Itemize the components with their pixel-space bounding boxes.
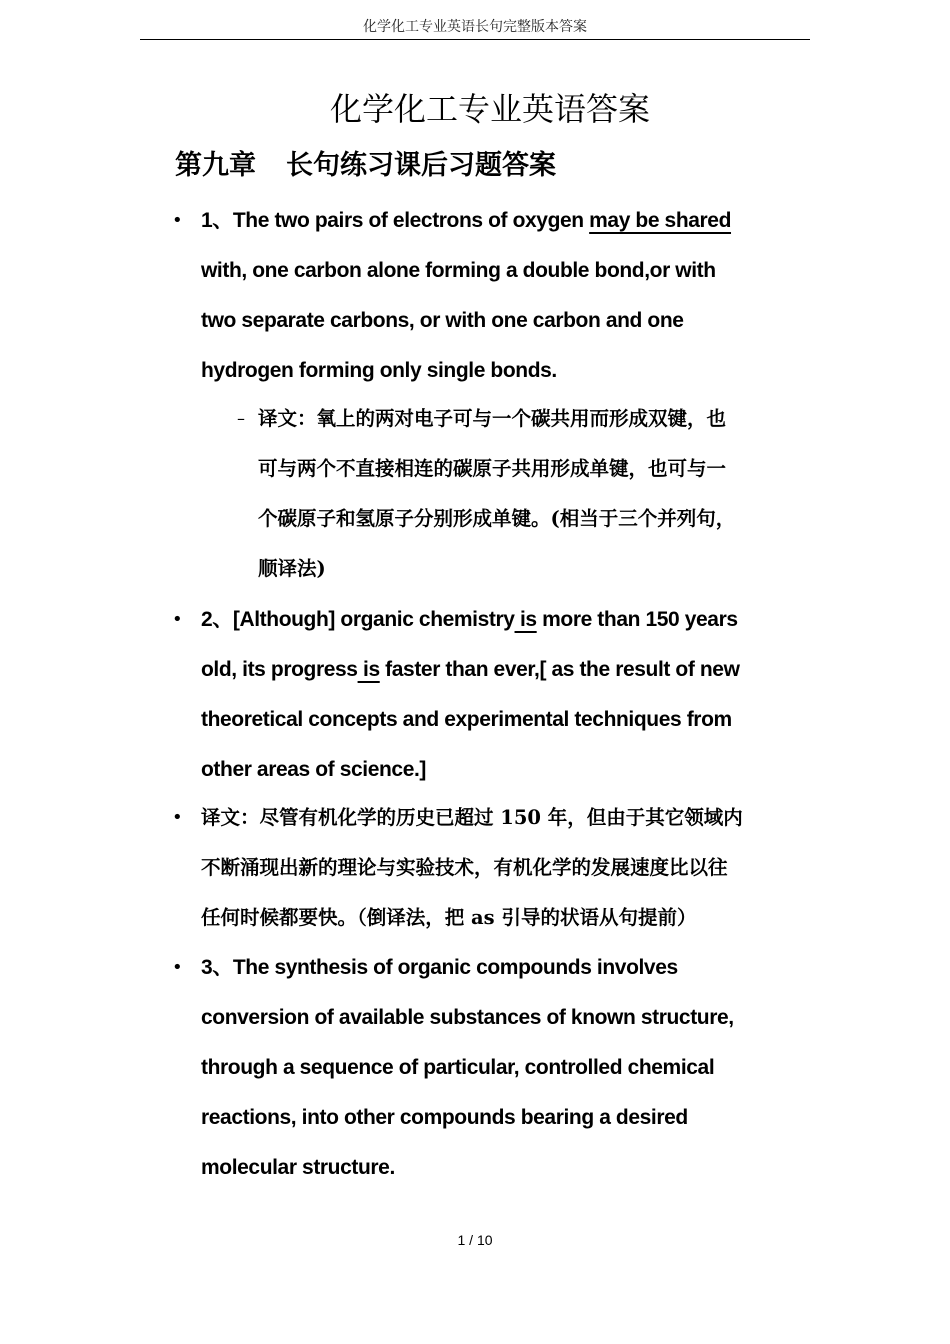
underlined-predicate: is: [514, 608, 537, 631]
bullet-translation-2: •: [172, 807, 183, 828]
translation-line: 译文：尽管有机化学的历史已超过 150 年，但由于其它领域内: [201, 806, 743, 829]
underlined-predicate: is: [357, 658, 380, 681]
translation-line: 不断涌现出新的理论与实验技术，有机化学的发展速度比以往: [201, 856, 728, 879]
translation-2: [201, 793, 821, 943]
running-header: 化学化工专业英语长句完整版本答案: [363, 19, 587, 35]
translation-line: 任何时候都要快。（倒译法，把 as 引导的状语从句提前）: [201, 906, 697, 929]
sentence-line: other areas of science.]: [201, 758, 426, 781]
sentence-line: two separate carbons, or with one carbon and one: [201, 309, 684, 332]
bullet-item-1: •: [172, 210, 183, 231]
sentence-2: [201, 595, 821, 795]
translation-line: 可与两个不直接相连的碳原子共用形成单键，也可与一: [258, 457, 727, 480]
translation-line: 顺译法): [258, 557, 326, 580]
sentence-line: through a sequence of particular, controlled chemical: [201, 1056, 715, 1079]
page-number: 1 / 10: [457, 1232, 493, 1248]
sentence-line: reactions, into other compounds bearing a desired: [201, 1106, 688, 1129]
header-rule: [140, 39, 810, 40]
bullet-item-2: •: [172, 609, 183, 630]
chapter-number: 第九章: [175, 150, 256, 181]
sentence-line: 2、[Although] organic chemistry is more than 150 years: [201, 608, 738, 631]
sentence-line: theoretical concepts and experimental techniques from: [201, 708, 732, 731]
chapter-name: 长句练习课后习题答案: [286, 150, 556, 181]
sentence-line: with, one carbon alone forming a double bond,or with: [201, 259, 716, 282]
sentence-1: [201, 196, 821, 396]
sentence-line: hydrogen forming only single bonds.: [201, 359, 557, 382]
sentence-line: old, its progress is faster than ever,[ as the result of new: [201, 658, 740, 681]
document-title: 化学化工专业英语答案: [329, 90, 650, 128]
bullet-item-3: •: [172, 957, 183, 978]
translation-line: 个碳原子和氢原子分别形成单键。(相当于三个并列句，: [258, 507, 736, 530]
translation-1: [258, 394, 818, 594]
sentence-line: molecular structure.: [201, 1156, 395, 1179]
sentence-line: 1、The two pairs of electrons of oxygen may be shared: [201, 209, 732, 232]
dash-translation-1: –: [237, 409, 245, 428]
translation-line: 译文：氧上的两对电子可与一个碳共用而形成双键，也: [258, 407, 727, 430]
sentence-3: [201, 943, 821, 1193]
underlined-predicate: may be shared: [589, 209, 732, 232]
chapter-title: [175, 144, 556, 188]
sentence-line: 3、The synthesis of organic compounds involves: [201, 956, 678, 979]
sentence-line: conversion of available substances of known structure,: [201, 1006, 734, 1029]
